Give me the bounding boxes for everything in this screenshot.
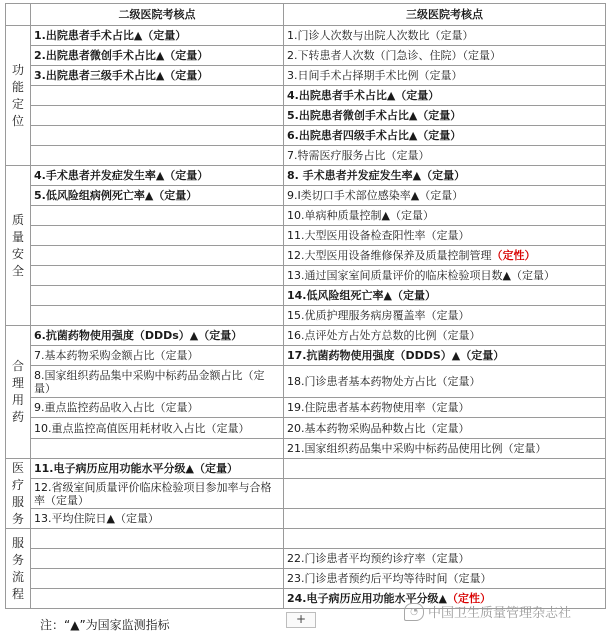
table-row [6,266,606,286]
secondary-cell [31,226,284,246]
tertiary-cell: 13.通过国家室间质量评价的临床检验项目数▲（定量） [284,266,606,286]
tertiary-cell: 10.单病种质量控制▲（定量） [284,206,606,226]
table-row [6,166,606,186]
table-row [6,226,606,246]
header-row [6,4,606,26]
table-row [6,206,606,226]
secondary-cell: 6.抗菌药物使用强度（DDDs）▲（定量） [31,326,284,346]
secondary-cell: 7.基本药物采购金额占比（定量） [31,346,284,366]
tertiary-cell: 4.出院患者手术占比▲（定量） [284,86,606,106]
secondary-cell [31,126,284,146]
tertiary-cell: 20.基本药物采购品种数占比（定量） [284,418,606,439]
table-row [6,366,606,398]
tertiary-cell: 1.门诊人次数与出院人次数比（定量） [284,26,606,46]
tertiary-cell [284,479,606,509]
table-row [6,146,606,166]
tertiary-cell: 21.国家组织药品集中采购中标药品使用比例（定量） [284,439,606,459]
tertiary-cell: 2.下转患者人次数（门急诊、住院）（定量） [284,46,606,66]
table-row [6,26,606,46]
secondary-cell: 13.平均住院日▲（定量） [31,509,284,529]
tertiary-cell: 5.出院患者微创手术占比▲（定量） [284,106,606,126]
secondary-cell: 1.出院患者手术占比▲（定量） [31,26,284,46]
tertiary-cell: 19.住院患者基本药物使用率（定量） [284,398,606,418]
secondary-cell: 3.出院患者三级手术占比▲（定量） [31,66,284,86]
tertiary-cell: 16.点评处方占处方总数的比例（定量） [284,326,606,346]
secondary-cell [31,286,284,306]
tertiary-cell: 17.抗菌药物使用强度（DDDS）▲（定量） [284,346,606,366]
watermark [404,602,571,621]
secondary-cell: 8.国家组织药品集中采购中标药品金额占比（定量） [31,366,284,398]
table-row [6,106,606,126]
assessment-table [5,3,606,609]
qualitative-tag: （定性） [491,249,536,262]
table-row [6,346,606,366]
secondary-cell: 10.重点监控高值医用耗材收入占比（定量） [31,418,284,439]
section-label: 功能定位 [6,26,31,166]
secondary-cell [31,529,284,549]
tertiary-cell: 15.优质护理服务病房覆盖率（定量） [284,306,606,326]
header-secondary-hospital: 二级医院考核点 [31,4,284,26]
table-row [6,439,606,459]
table-row [6,479,606,509]
tertiary-cell: 9.Ⅰ类切口手术部位感染率▲（定量） [284,186,606,206]
table-row [6,326,606,346]
tertiary-cell: 14.低风险组死亡率▲（定量） [284,286,606,306]
table-row [6,569,606,589]
table-row [6,126,606,146]
table-row [6,46,606,66]
section-label: 质量安全 [6,166,31,326]
tertiary-cell: 3.日间手术占择期手术比例（定量） [284,66,606,86]
secondary-cell [31,106,284,126]
secondary-cell [31,86,284,106]
secondary-cell [31,549,284,569]
secondary-cell [31,569,284,589]
secondary-cell: 12.省级室间质量评价临床检验项目参加率与合格率（定量） [31,479,284,509]
watermark-text: 中国卫生质量管理杂志社 [428,606,572,621]
section-label: 医疗服务 [6,459,31,529]
tertiary-cell: 18.门诊患者基本药物处方占比（定量） [284,366,606,398]
table-row [6,529,606,549]
qualitative-tag: （定性） [446,592,491,605]
secondary-cell: 11.电子病历应用功能水平分级▲（定量） [31,459,284,479]
secondary-cell [31,206,284,226]
tertiary-cell: 22.门诊患者平均预约诊疗率（定量） [284,549,606,569]
table-row [6,398,606,418]
table-row [6,66,606,86]
secondary-cell: 9.重点监控药品收入占比（定量） [31,398,284,418]
tertiary-cell: 11.大型医用设备检查阳性率（定量） [284,226,606,246]
tertiary-cell: 23.门诊患者预约后平均等待时间（定量） [284,569,606,589]
secondary-cell [31,266,284,286]
table-row [6,509,606,529]
secondary-cell [31,439,284,459]
tertiary-cell: 24.电子病历应用功能水平分级▲（定性） [284,589,606,609]
section-label: 服务流程 [6,529,31,609]
footnote: 注：“▲”为国家监测指标 [40,618,170,632]
table-row [6,459,606,479]
header-corner [6,4,31,26]
secondary-cell: 5.低风险组病例死亡率▲（定量） [31,186,284,206]
secondary-cell: 2.出院患者微创手术占比▲（定量） [31,46,284,66]
secondary-cell [31,306,284,326]
tertiary-cell: 7.特需医疗服务占比（定量） [284,146,606,166]
tertiary-cell [284,529,606,549]
table-row [6,306,606,326]
secondary-cell: 4.手术患者并发症发生率▲（定量） [31,166,284,186]
table-row [6,549,606,569]
tertiary-cell [284,509,606,529]
table-row [6,246,606,266]
tertiary-cell: 8. 手术患者并发症发生率▲（定量） [284,166,606,186]
section-label: 合理用药 [6,326,31,459]
wechat-logo-icon: ◔ [404,603,424,621]
secondary-cell [31,246,284,266]
tertiary-cell: 12.大型医用设备维修保养及质量控制管理（定性） [284,246,606,266]
header-tertiary-hospital: 三级医院考核点 [284,4,606,26]
table-row [6,186,606,206]
secondary-cell [31,146,284,166]
table-row [6,418,606,439]
secondary-cell [31,589,284,609]
table-row [6,86,606,106]
table-row [6,286,606,306]
tertiary-cell [284,459,606,479]
add-button[interactable]: + [286,612,316,628]
tertiary-cell: 6.出院患者四级手术占比▲（定量） [284,126,606,146]
